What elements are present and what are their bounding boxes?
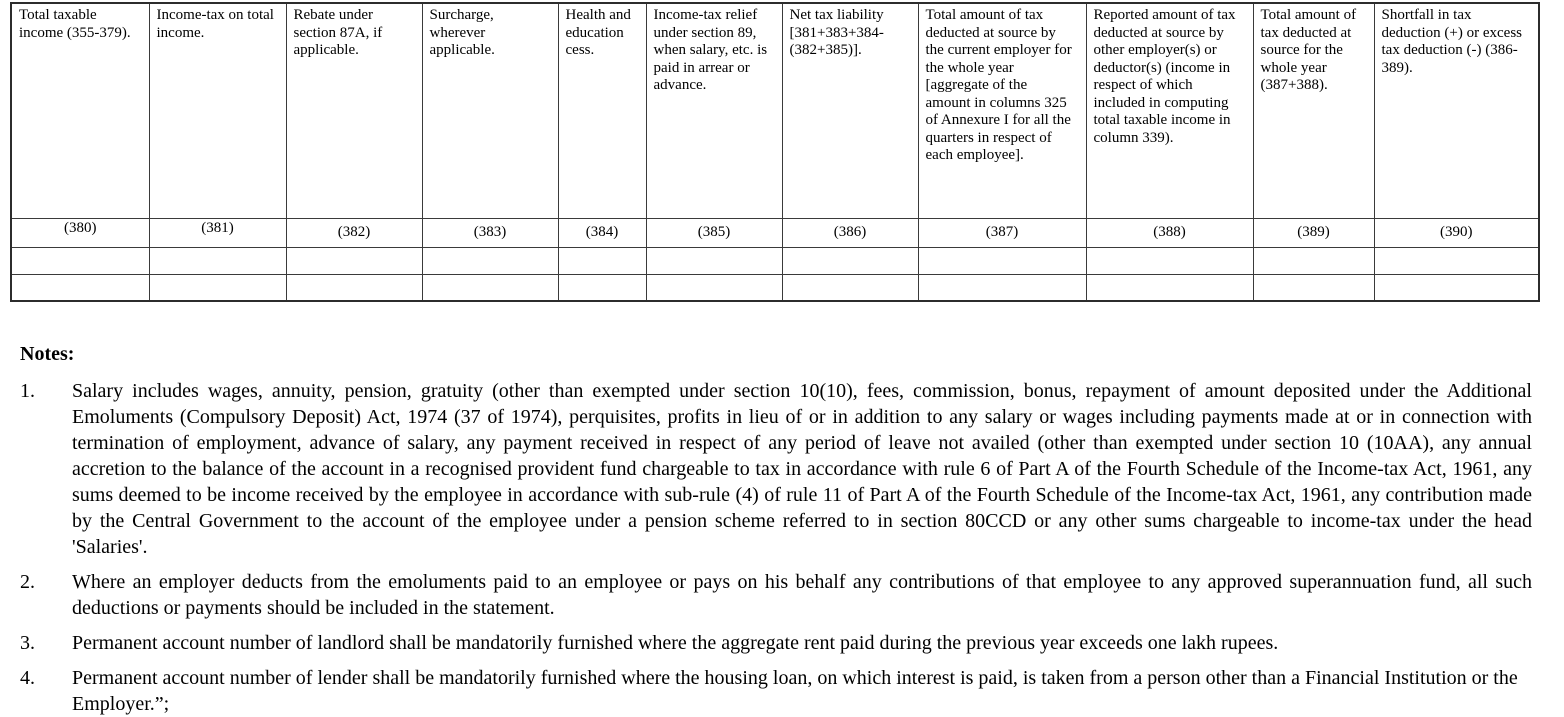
colnum-380: (380) bbox=[11, 218, 149, 247]
empty-cell bbox=[422, 247, 558, 274]
tax-computation-table bbox=[10, 2, 1540, 302]
empty-cell bbox=[1086, 247, 1253, 274]
empty-cell bbox=[646, 247, 782, 274]
empty-cell bbox=[11, 274, 149, 301]
empty-cell bbox=[1374, 247, 1539, 274]
header-shortfall-excess-deduction: Shortfall in tax deduction (+) or excess tax deduction (-) (386-389). bbox=[1374, 3, 1539, 218]
empty-cell bbox=[149, 247, 286, 274]
table-header-row bbox=[11, 3, 1539, 218]
notes-section bbox=[20, 341, 1532, 717]
header-net-tax-liability: Net tax liability [381+383+384-(382+385)]. bbox=[782, 3, 918, 218]
notes-heading: Notes: bbox=[20, 343, 75, 365]
empty-cell bbox=[1374, 274, 1539, 301]
colnum-381: (381) bbox=[149, 218, 286, 247]
note-number: 2. bbox=[20, 571, 35, 593]
colnum-385: (385) bbox=[646, 218, 782, 247]
header-relief-section-89: Income-tax relief under section 89, when salary, etc. is paid in arrear or advance. bbox=[646, 3, 782, 218]
empty-cell bbox=[286, 274, 422, 301]
note-number: 4. bbox=[20, 667, 35, 689]
empty-cell bbox=[918, 274, 1086, 301]
header-surcharge: Surcharge, wherever applicable. bbox=[422, 3, 558, 218]
note-text: Permanent account number of lender shall be mandatorily furnished where the housing loan, on which interest is paid, is taken from a person other than a Financial Institution or the Employer.”; bbox=[72, 667, 1518, 715]
header-rebate-section-87a: Rebate under section 87A, if applicable. bbox=[286, 3, 422, 218]
colnum-390: (390) bbox=[1374, 218, 1539, 247]
note-number: 3. bbox=[20, 632, 35, 654]
header-tds-other-employers: Reported amount of tax deducted at source by other employer(s) or deductor(s) (income in respect of which included in computing total taxable income in column 339). bbox=[1086, 3, 1253, 218]
empty-cell bbox=[1086, 274, 1253, 301]
note-text: Where an employer deducts from the emoluments paid to an employee or pays on his behalf any contributions of that employee to any approved superannuation fund, all such deductions or payments should be included in the statement. bbox=[72, 571, 1532, 619]
note-item-2 bbox=[20, 569, 1532, 621]
colnum-389: (389) bbox=[1253, 218, 1374, 247]
empty-cell bbox=[1253, 247, 1374, 274]
empty-cell bbox=[558, 247, 646, 274]
colnum-382: (382) bbox=[286, 218, 422, 247]
colnum-388: (388) bbox=[1086, 218, 1253, 247]
empty-cell bbox=[646, 274, 782, 301]
empty-cell bbox=[782, 274, 918, 301]
empty-cell bbox=[918, 247, 1086, 274]
empty-cell bbox=[1253, 274, 1374, 301]
empty-cell bbox=[558, 274, 646, 301]
empty-cell bbox=[11, 247, 149, 274]
empty-cell bbox=[286, 247, 422, 274]
header-tds-current-employer: Total amount of tax deducted at source by the current employer for the whole year [aggregate of the amount in columns 325 of Annexure I for all the quarters in respect of each employee]. bbox=[918, 3, 1086, 218]
colnum-383: (383) bbox=[422, 218, 558, 247]
colnum-387: (387) bbox=[918, 218, 1086, 247]
note-item-1 bbox=[20, 378, 1532, 560]
header-total-taxable-income: Total taxable income (355-379). bbox=[11, 3, 149, 218]
empty-data-row-2 bbox=[11, 274, 1539, 301]
note-text: Salary includes wages, annuity, pension, gratuity (other than exempted under section 10(10), fees, commission, bonus, repayment of amount deposited under the Additional Emoluments (Compulsory Deposit) Act, 1974 (37 of 1974), perquisites, profits in lieu of or in addition to any salary or wages including payments made at or in connection with termination of employment, advance of salary, any payment received in respect of any period of leave not availed (other than exempted under section 10 (10AA), any annual accretion to the balance of the account in a recognised provident fund chargeable to tax in accordance with rule 6 of Part A of the Fourth Schedule of the Income-tax Act, 1961, any sums deemed to be income received by the employee in accordance with sub-rule (4) of rule 11 of Part A of the Fourth Schedule of the Income-tax Act, 1961, any contribution made by the Central Government to the account of the employee under a pension scheme referred to in section 80CCD or any other sums chargeable to income-tax under the head 'Salaries'. bbox=[72, 380, 1532, 558]
empty-cell bbox=[422, 274, 558, 301]
colnum-386: (386) bbox=[782, 218, 918, 247]
empty-cell bbox=[149, 274, 286, 301]
header-tds-whole-year-total: Total amount of tax deducted at source for the whole year (387+388). bbox=[1253, 3, 1374, 218]
header-health-education-cess: Health and education cess. bbox=[558, 3, 646, 218]
colnum-384: (384) bbox=[558, 218, 646, 247]
column-numbers-row bbox=[11, 218, 1539, 247]
empty-data-row-1 bbox=[11, 247, 1539, 274]
note-item-4 bbox=[20, 665, 1532, 717]
note-text: Permanent account number of landlord shall be mandatorily furnished where the aggregate rent paid during the previous year exceeds one lakh rupees. bbox=[72, 632, 1279, 654]
empty-cell bbox=[782, 247, 918, 274]
note-number: 1. bbox=[20, 380, 35, 402]
note-item-3 bbox=[20, 630, 1532, 656]
header-income-tax-on-total-income: Income-tax on total income. bbox=[149, 3, 286, 218]
